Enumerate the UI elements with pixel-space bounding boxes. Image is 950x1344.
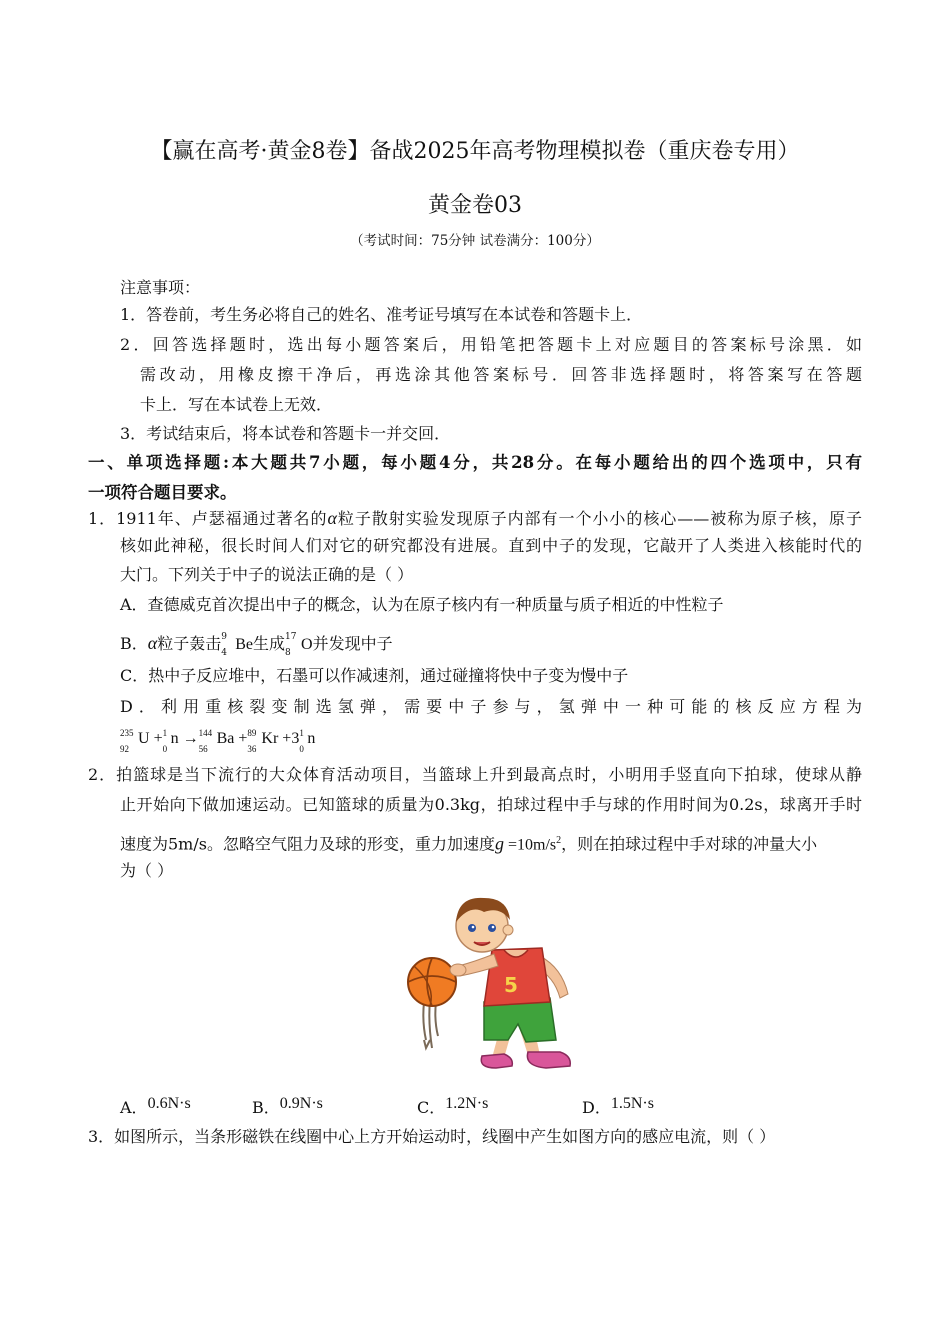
q3-line-1: 3．如图所示，当条形磁铁在线圈中心上方开始运动时，线圈中产生如图方向的感应电流，则（ ）	[88, 1127, 776, 1146]
q2-option-b: B．0.9N·s	[252, 1095, 323, 1117]
oxygen-isotope-numbers: 17 8	[285, 632, 297, 658]
notice-item-2-line-1: 2．回答选择题时，选出每小题答案后，用铅笔把答题卡上对应题目的答案标号涂黑．如	[120, 335, 862, 354]
notice-item-1: 1．答卷前，考生务必将自己的姓名、准考证号填写在本试卷和答题卡上．	[120, 305, 643, 324]
notice-item-2-line-3: 卡上．写在本试卷上无效．	[140, 395, 333, 414]
q1-option-b-text-3: 并发现中子	[312, 634, 393, 653]
jersey-number: 5	[504, 973, 518, 997]
q2-option-d: D．1.5N·s	[582, 1095, 654, 1117]
alpha-symbol: α	[327, 508, 337, 528]
notice-item-2-line-2: 需改动，用橡皮擦干净后，再选涂其他答案标号．回答非选择题时，将答案写在答题	[140, 365, 862, 384]
beryllium-isotope-numbers: 9 4	[221, 632, 227, 658]
motion-lines	[423, 1000, 438, 1048]
oxygen-symbol: O	[301, 636, 313, 653]
q1-text-a: 1．1911年、卢瑟福通过著名的	[88, 509, 328, 528]
exam-info: （考试时间：75分钟 试卷满分：100分）	[350, 233, 600, 249]
q1-option-d-line-1: D．利用重核裂变制选氢弹，需要中子参与，氢弹中一种可能的核反应方程为	[120, 697, 862, 716]
alpha-symbol: α	[147, 633, 158, 653]
q2-line-3: 速度为5m/s。忽略空气阻力及球的形变，重力加速度$g =10m/s^2$，则在拍球过程中手对球的冲量大小	[120, 833, 818, 854]
basketball-player-illustration	[400, 890, 585, 1080]
basketball-icon	[408, 958, 456, 1006]
q1-option-b-letter: B．	[120, 634, 148, 653]
q2-line-1: 2．拍篮球是当下流行的大众体育活动项目，当篮球上升到最高点时，小明用手竖直向下拍球，使球从静	[88, 765, 862, 784]
q1-option-a: A．查德威克首次提出中子的概念，认为在原子核内有一种质量与质子相近的中性粒子	[120, 595, 724, 614]
beryllium-symbol: Be	[235, 636, 254, 653]
section-1-heading-line-1: 一、单项选择题:本大题共7小题，每小题4分，共28分。在每小题给出的四个选项中，只有	[88, 453, 862, 472]
q2-option-a: A．0.6N·s	[120, 1095, 191, 1117]
q1-option-b-text-1: 粒子轰击	[157, 634, 222, 653]
exam-subtitle: 黄金卷03	[428, 193, 522, 218]
q1-option-b	[120, 632, 393, 656]
q1-option-c: C．热中子反应堆中，石墨可以作减速剂，通过碰撞将快中子变为慢中子	[120, 666, 629, 685]
notice-item-3: 3．考试结束后，将本试卷和答题卡一并交回．	[120, 424, 451, 443]
nuclear-reaction-equation: 235 92 U + 1 0 n → 144 56 Ba + 89 36 Kr +3 1 0 n	[120, 728, 316, 754]
q1-line-1	[88, 507, 862, 530]
q1-option-b-text-2: 生成	[253, 634, 286, 653]
q2-option-c: C．1.2N·s	[417, 1095, 489, 1117]
q1-line-3: 大门。下列关于中子的说法正确的是（ ）	[120, 565, 414, 584]
notice-heading: 注意事项：	[120, 278, 201, 297]
exam-title: 【赢在高考·黄金8卷】备战2025年高考物理模拟卷（重庆卷专用）	[150, 139, 800, 164]
q1-text-b: 粒子散射实验发现原子内部有一个小小的核心——被称为原子核，原子	[336, 509, 862, 528]
q2-line-2: 止开始向下做加速运动。已知篮球的质量为0.3kg，拍球过程中手与球的作用时间为0.2s，球离开手时	[120, 795, 862, 814]
section-1-heading-line-2: 一项符合题目要求。	[88, 483, 237, 502]
q1-line-2: 核如此神秘，很长时间人们对它的研究都没有进展。直到中子的发现，它敲开了人类进入核能时代的	[120, 536, 862, 555]
gravity-symbol: g	[494, 833, 504, 854]
q2-line-4: 为（ ）	[120, 861, 174, 880]
